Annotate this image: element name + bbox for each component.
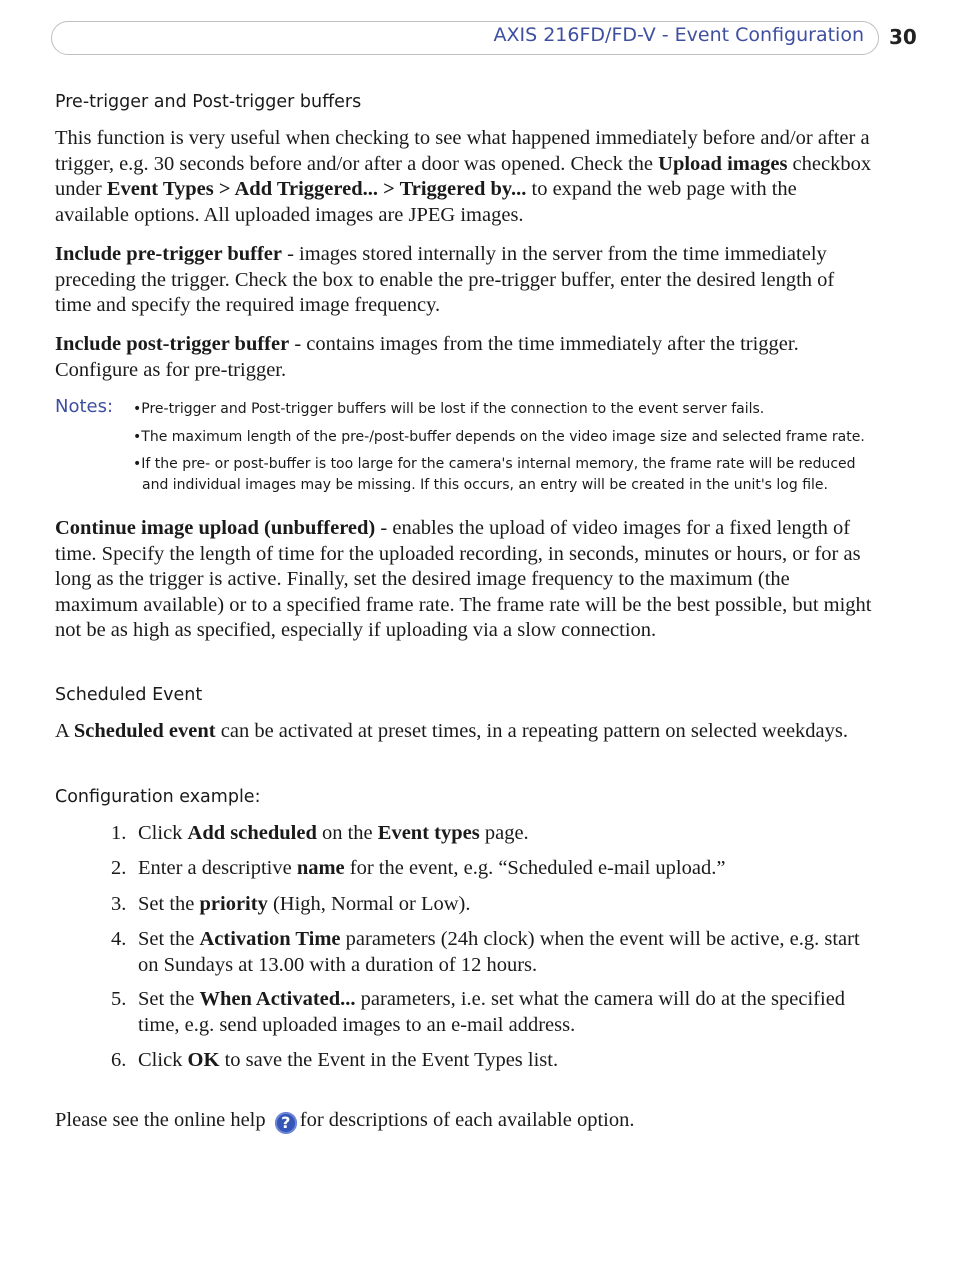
list-item-step-6: 6. Click OK to save the Event in the Event Types list.	[111, 1049, 559, 1071]
header-title: AXIS 216FD/FD-V - Event Configuration	[493, 24, 864, 46]
paragraph-post-trigger: Include post-trigger buffer - contains images from the time immediately after the trigger. Configure as for pre-trigger.	[55, 333, 799, 381]
paragraph-scheduled-intro: A Scheduled event can be activated at preset times, in a repeating pattern on selected weekdays.	[55, 720, 849, 742]
paragraph-continue-upload: Continue image upload (unbuffered) - enables the upload of video images for a fixed length of time. Specify the length of time for the uploaded recording, in seconds, minutes or hours, or for as long as the trigger is active. Finally, set the desired image frequency to the maximum (the maximum available) or to a specified frame rate. The frame rate will be the best possible, but might not be as high as specified, especially if uploading via a slow connection.	[55, 517, 872, 641]
heading-prepost: Pre-trigger and Post-trigger buffers	[55, 92, 362, 112]
note-item: •If the pre- or post-buffer is too large for the camera's internal memory, the frame rate will be reduced and individual images may be missing. If this occurs, an entry will be created in the unit's log file.	[133, 456, 856, 493]
note-item: •Pre-trigger and Post-trigger buffers will be lost if the connection to the event server fails.	[133, 401, 765, 417]
list-item-step-5: 5. Set the When Activated... parameters, i.e. set what the camera will do at the specified time, e.g. send uploaded images to an e-mail address.	[111, 988, 846, 1036]
heading-config-example: Configuration example:	[55, 787, 261, 807]
list-item-step-1: 1. Click Add scheduled on the Event types page.	[111, 822, 529, 844]
help-question-icon[interactable]: ?	[275, 1112, 297, 1134]
paragraph-prepost-intro: This function is very useful when checking to see what happened immediately before and/or after a trigger, e.g. 30 seconds before and/or after a door was opened. Check the Upload images checkbox under Event Types > Add Triggered... > Triggered by... to expand the web page with the available options. All uploaded images are JPEG images.	[55, 127, 872, 226]
list-item-step-3: 3. Set the priority (High, Normal or Low).	[111, 893, 471, 915]
page-number: 30	[889, 25, 917, 49]
heading-scheduled-event: Scheduled Event	[55, 685, 203, 705]
list-item-step-4: 4. Set the Activation Time parameters (24h clock) when the event will be active, e.g. start on Sundays at 13.00 with a duration of 12 hours.	[111, 928, 860, 976]
note-item: •The maximum length of the pre-/post-buffer depends on the video image size and selected frame rate.	[133, 429, 865, 445]
paragraph-pre-trigger: Include pre-trigger buffer - images stored internally in the server from the time immediately preceding the trigger. Check the box to enable the pre-trigger buffer, enter the desired length of time and specify the required image frequency.	[55, 243, 835, 316]
list-item-step-2: 2. Enter a descriptive name for the event, e.g. “Scheduled e-mail upload.”	[111, 857, 726, 879]
paragraph-online-help: Please see the online help ? for descriptions of each available option.	[55, 1109, 635, 1132]
notes-label: Notes:	[55, 396, 114, 417]
